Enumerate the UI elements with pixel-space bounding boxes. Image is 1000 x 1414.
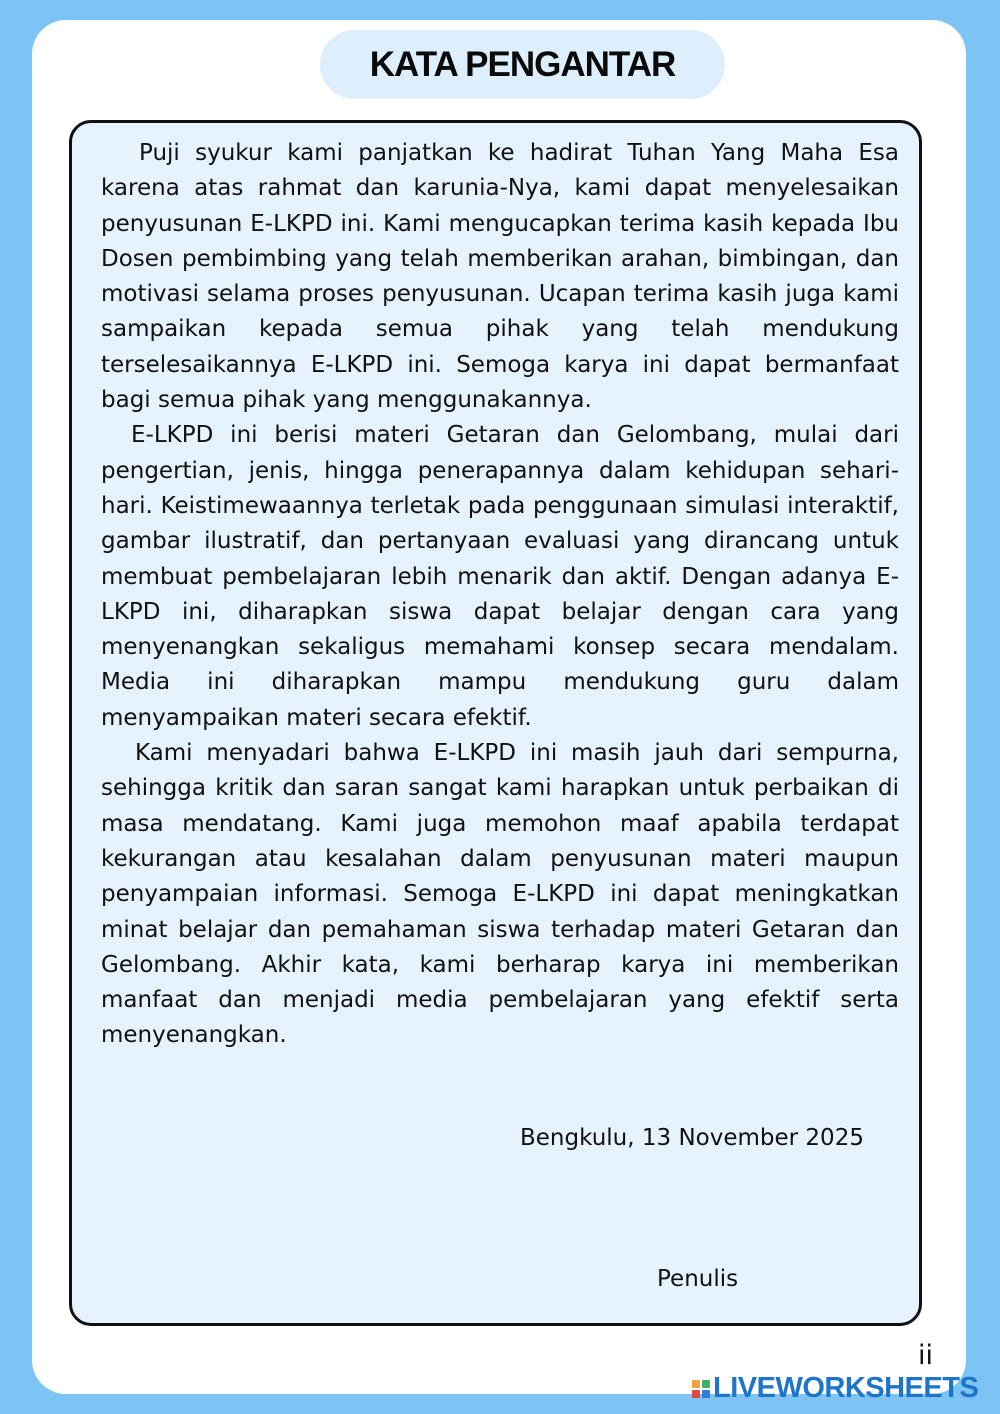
paragraph-1: Puji syukur kami panjatkan ke hadirat Tuhan Yang Maha Esa karena atas rahmat dan karunia-Nya, kami dapat menyelesaikan penyusunan E-LKPD ini. Kami mengucapkan terima kasih kepada Ibu Dosen pembimbing yang telah memberikan arahan, bimbingan, dan motivasi selama proses penyusunan. Ucapan terima kasih juga kami sampaikan kepada semua pihak yang telah mendukung terselesaikannya E-LKPD ini. Semoga karya ini dapat bermanfaat bagi semua pihak yang menggunakannya.	[101, 140, 899, 414]
page-number: ii	[918, 1340, 934, 1371]
paragraph-3: Kami menyadari bahwa E-LKPD ini masih jauh dari sempurna, sehingga kritik dan saran sangat kami harapkan untuk perbaikan di masa mendatang. Kami juga memohon maaf apabila terdapat kekurangan atau kesalahan dalam penyusunan materi maupun penyampaian informasi. Semoga E-LKPD ini dapat meningkatkan minat belajar dan pemahaman siswa terhadap materi Getaran dan Gelombang. Akhir kata, kami berharap karya ini memberikan manfaat dan menjadi media pembelajaran yang efektif serta menyenangkan.	[101, 740, 899, 1049]
title-banner	[320, 30, 725, 99]
liveworksheets-logo[interactable]	[692, 1372, 978, 1405]
page-title: KATA PENGANTAR	[369, 44, 676, 84]
liveworksheets-mark-icon	[692, 1380, 710, 1398]
foreword-body	[101, 136, 899, 1054]
brand-name: LIVEWORKSHEETS	[713, 1372, 979, 1404]
paragraph-2: E-LKPD ini berisi materi Getaran dan Gelombang, mulai dari pengertian, jenis, hingga penerapannya dalam kehidupan sehari-hari. Keistimewaannya terletak pada penggunaan simulasi interaktif, gambar ilustratif, dan pertanyaan evaluasi yang dirancang untuk membuat pembelajaran lebih menarik dan aktif. Dengan adanya E-LKPD ini, diharapkan siswa dapat belajar dengan cara yang menyenangkan sekaligus memahami konsep secara mendalam. Media ini diharapkan mampu mendukung guru dalam menyampaikan materi secara efektif.	[101, 422, 899, 731]
signoff-date: Bengkulu, 13 November 2025	[520, 1125, 864, 1151]
signoff-author: Penulis	[657, 1266, 739, 1292]
